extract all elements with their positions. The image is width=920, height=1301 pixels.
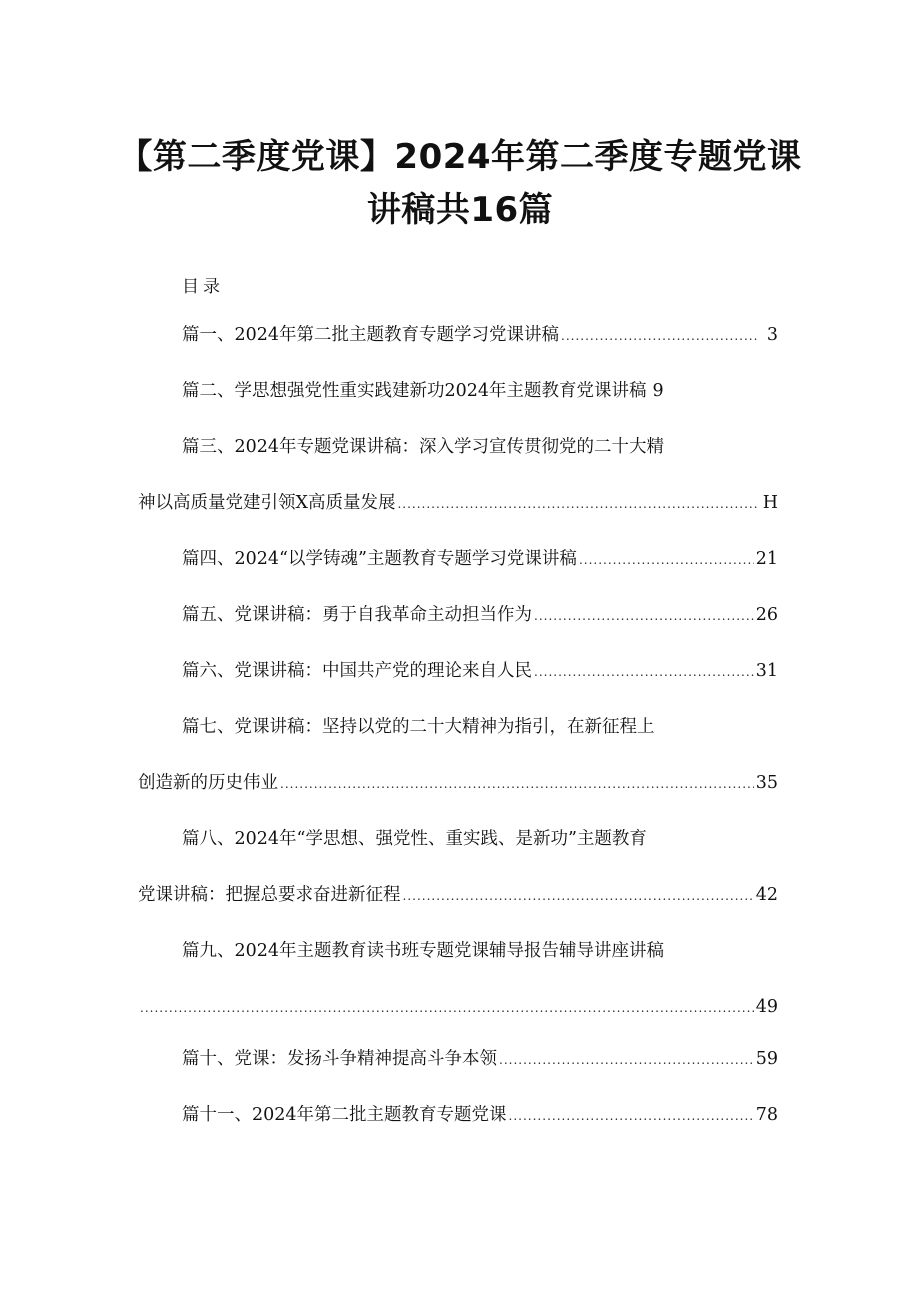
toc-entry-title: 篇五、党课讲稿：勇于自我革命主动担当作为 xyxy=(182,605,532,625)
toc-leader-dots xyxy=(561,323,758,349)
toc-page-number: 49 xyxy=(755,997,778,1017)
toc-leader-dots xyxy=(534,603,754,629)
toc-entry-title: 篇三、2024年专题党课讲稿：深入学习宣传贯彻党的二十大精 xyxy=(182,437,665,457)
toc-leader-dots xyxy=(397,491,758,517)
toc-entry-title: 篇八、2024年“学思想、强党性、重实践、是新功”主题教育 xyxy=(182,829,647,849)
toc-entry-10[interactable] xyxy=(138,1046,778,1072)
toc-entry-7[interactable] xyxy=(138,714,778,740)
toc-page-number: 35 xyxy=(755,773,778,793)
toc-entry-11[interactable] xyxy=(138,1102,778,1128)
toc-entry-title: 篇十一、2024年第二批主题教育专题党课 xyxy=(182,1105,507,1125)
toc-page-number: 3 xyxy=(766,325,778,345)
toc-entry-1[interactable] xyxy=(138,322,778,348)
toc-page-number: 59 xyxy=(755,1049,778,1069)
toc-entry-title: 篇十、党课：发扬斗争精神提高斗争本领 xyxy=(182,1049,497,1069)
toc-entry-9[interactable] xyxy=(138,938,778,964)
toc-entry-title: 篇九、2024年主题教育读书班专题党课辅导报告辅导讲座讲稿 xyxy=(182,941,665,961)
toc-entry-3[interactable] xyxy=(138,434,778,460)
toc-entry-title: 篇六、党课讲稿：中国共产党的理论来自人民 xyxy=(182,661,532,681)
toc-entry-title: 篇七、党课讲稿：坚持以党的二十大精神为指引，在新征程上 xyxy=(182,717,655,737)
toc-entry-title-continued: 创造新的历史伟业 xyxy=(138,773,278,793)
toc-page-number: H xyxy=(762,493,778,513)
toc-entry-6[interactable] xyxy=(138,658,778,684)
toc-leader-dots xyxy=(140,995,754,1021)
toc-entry-4[interactable] xyxy=(138,546,778,572)
toc-entry-5[interactable] xyxy=(138,602,778,628)
toc-heading: 目录 xyxy=(182,277,224,297)
toc-page-number: 42 xyxy=(755,885,778,905)
toc-leader-dots xyxy=(534,659,754,685)
toc-page-number: 26 xyxy=(755,605,778,625)
toc-leader-dots xyxy=(280,771,754,797)
toc-entry-7-continued[interactable] xyxy=(138,770,778,796)
toc-entry-8-continued[interactable] xyxy=(138,882,778,908)
toc-entry-title: 篇一、2024年第二批主题教育专题学习党课讲稿 xyxy=(182,325,560,345)
toc-page-number: 78 xyxy=(755,1105,778,1125)
toc-page-number: 31 xyxy=(755,661,778,681)
toc-entry-9-continued[interactable] xyxy=(138,994,778,1020)
toc-leader-dots xyxy=(403,883,754,909)
toc-entry-8[interactable] xyxy=(138,826,778,852)
toc-entry-2[interactable] xyxy=(138,378,778,404)
toc-leader-dots xyxy=(579,547,754,573)
toc-entry-3-continued[interactable] xyxy=(138,490,778,516)
document-title-line-2: 讲稿共16篇 xyxy=(366,190,554,230)
toc-leader-dots xyxy=(509,1103,754,1129)
document-title-line-1: 【第二季度党课】2024年第二季度专题党课 xyxy=(118,137,802,177)
toc-entry-title: 篇二、学思想强党性重实践建新功2024年主题教育党课讲稿 xyxy=(182,381,647,401)
toc-entry-title-continued: 神以高质量党建引领X高质量发展 xyxy=(138,493,396,513)
toc-page-number: 21 xyxy=(755,549,778,569)
toc-entry-title: 篇四、2024“以学铸魂”主题教育专题学习党课讲稿 xyxy=(182,549,577,569)
toc-leader-dots xyxy=(499,1047,754,1073)
toc-page-number: 9 xyxy=(652,381,664,401)
toc-entry-title-continued: 党课讲稿：把握总要求奋进新征程 xyxy=(138,885,401,905)
